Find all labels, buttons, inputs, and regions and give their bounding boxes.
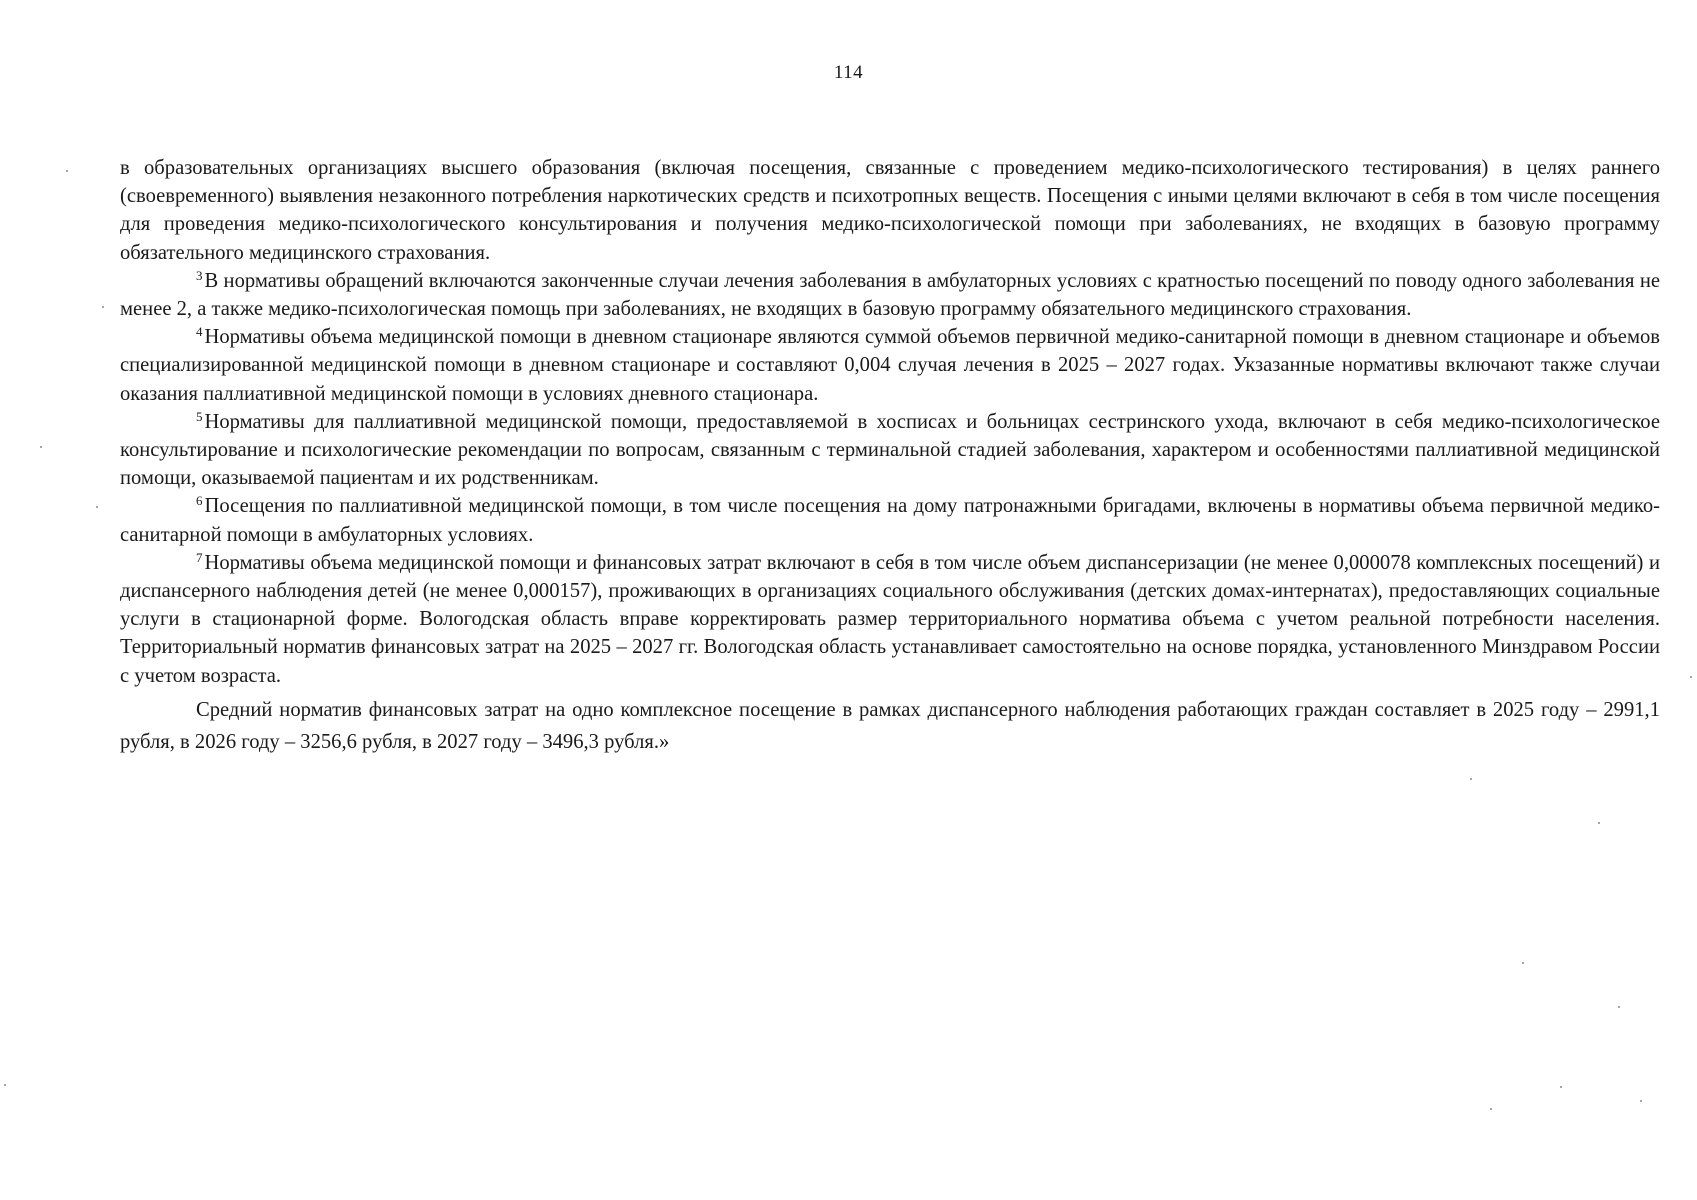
scan-speck <box>40 446 42 448</box>
scan-speck <box>1490 1108 1492 1110</box>
paragraph-average-cost <box>120 694 1660 758</box>
paragraph-continuation <box>120 154 1660 267</box>
footnote-4 <box>120 323 1660 408</box>
document-body <box>120 154 1660 758</box>
scan-speck <box>1470 778 1472 780</box>
scan-speck <box>66 170 68 172</box>
paragraph-text: Средний норматив финансовых затрат на одно комплексное посещение в рамках диспансерного наблюдения работающих граждан составляет в 2025 году – 2991,1 рубля, в 2026 году – 3256,6 рубля, в 2027 году – 3496,3 рубля.» <box>120 698 1660 753</box>
footnote-marker: 7 <box>196 549 203 565</box>
footnote-marker: 5 <box>196 408 203 424</box>
footnote-marker: 3 <box>196 267 203 283</box>
scan-speck <box>1560 1086 1562 1088</box>
footnote-6 <box>120 492 1660 548</box>
scan-speck <box>1598 822 1600 824</box>
scan-speck <box>1640 1100 1642 1102</box>
footnote-marker: 6 <box>196 493 203 509</box>
scan-speck <box>1690 676 1692 678</box>
footnote-7 <box>120 549 1660 690</box>
scan-speck <box>1618 1006 1620 1008</box>
paragraph-text: В нормативы обращений включаются законченные случаи лечения заболевания в амбулаторных условиях с кратностью посещений по поводу одного заболевания не менее 2, а также медико-психологическая помощь при заболеваниях, не входящих в базовую программу обязательного медицинского страхования. <box>120 269 1660 321</box>
paragraph-text: в образовательных организациях высшего образования (включая посещения, связанные с проведением медико-психологического тестирования) в целях раннего (своевременного) выявления незаконного потребления наркотических средств и психотропных веществ. Посещения с иными целями включают в себя в том числе посещения для проведения медико-психологического консультирования и получения медико-психологической помощи при заболеваниях, не входящих в базовую программу обязательного медицинского страхования. <box>120 157 1660 264</box>
footnote-3 <box>120 267 1660 323</box>
scan-speck <box>96 506 98 508</box>
scan-speck <box>4 1084 6 1086</box>
paragraph-text: Нормативы для паллиативной медицинской помощи, предоставляемой в хосписах и больницах сестринского ухода, включают в себя медико-психологическое консультирование и психологические рекомендации по вопросам, связанным с терминальной стадией заболевания, характером и особенностями паллиативной медицинской помощи, оказываемой пациентам и их родственникам. <box>120 410 1660 490</box>
paragraph-text: Нормативы объема медицинской помощи и финансовых затрат включают в себя в том числе объем диспансеризации (не менее 0,000078 комплексных посещений) и диспансерного наблюдения детей (не менее 0,000157), проживающих в организациях социального обслуживания (детских домах-интернатах), предоставляющих социальные услуги в стационарной форме. Вологодская область вправе корректировать размер территориального норматива объема с учетом реальной потребности населения. Территориальный норматив финансовых затрат на 2025 – 2027 гг. Вологодская область устанавливает самостоятельно на основе порядка, установленного Минздравом России с учетом возраста. <box>120 551 1660 687</box>
scan-speck <box>102 306 104 308</box>
footnote-marker: 4 <box>196 324 203 340</box>
paragraph-text: Нормативы объема медицинской помощи в дневном стационаре являются суммой объемов первичной медико-санитарной помощи в дневном стационаре и объемов специализированной медицинской помощи в дневном стационаре и составляют 0,004 случая лечения в 2025 – 2027 годах. Укзазанные нормативы включают также случаи оказания паллиативной медицинской помощи в условиях дневного стационара. <box>120 326 1660 405</box>
page-number: 114 <box>833 62 864 83</box>
footnote-5 <box>120 408 1660 493</box>
scan-speck <box>1522 962 1524 964</box>
paragraph-text: Посещения по паллиативной медицинской помощи, в том числе посещения на дому патронажными бригадами, включены в нормативы объема первичной медико-санитарной помощи в амбулаторных условиях. <box>120 495 1660 546</box>
